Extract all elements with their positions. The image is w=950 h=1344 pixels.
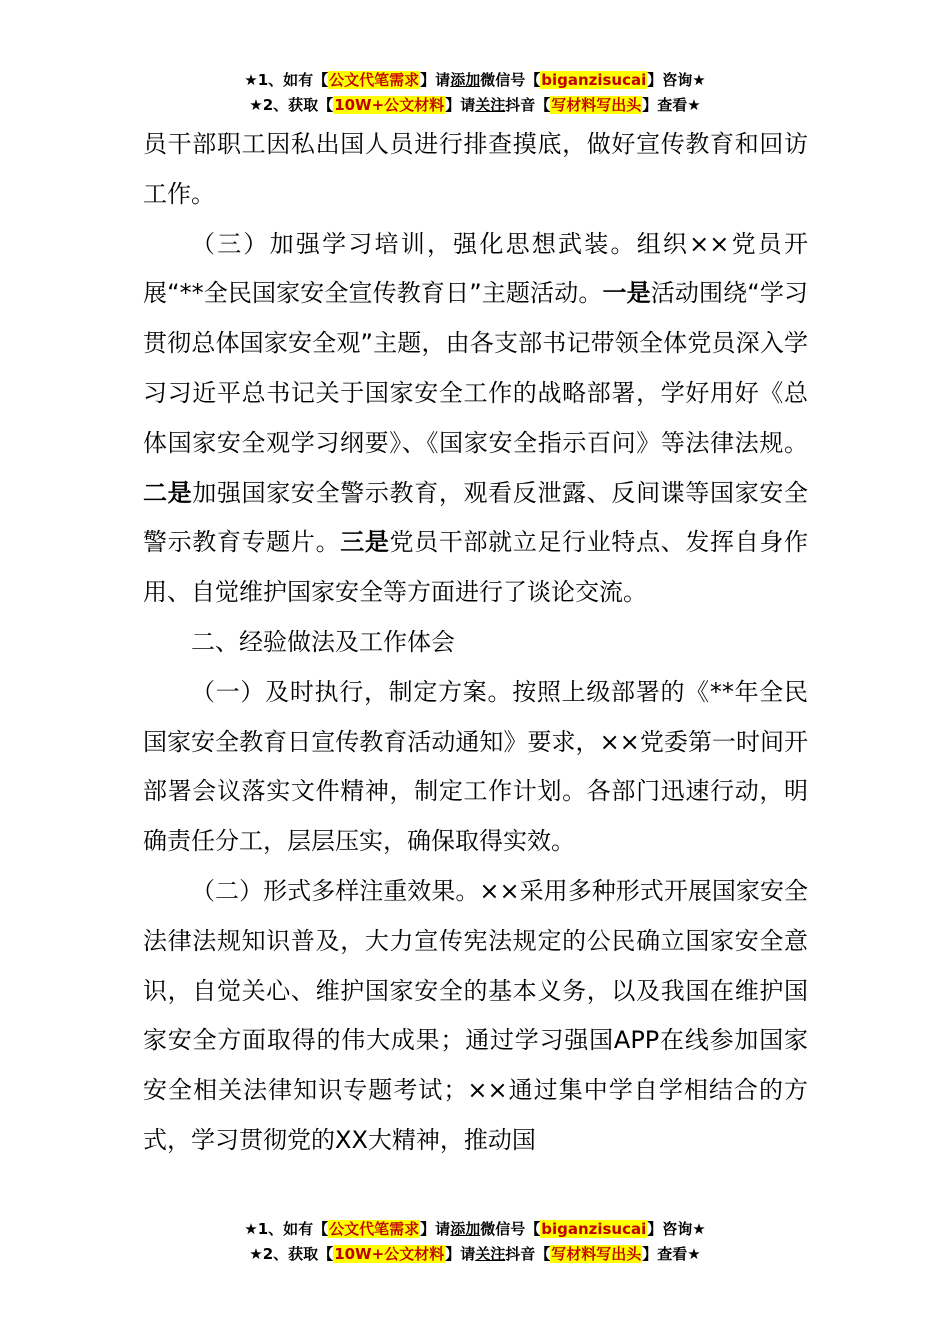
highlight-service: 公文代笔需求 [329, 1220, 420, 1238]
highlight-douyin-account: 写材料写出头 [551, 1245, 642, 1263]
banner-line-2: ★2、获取【10W+公文材料】请关注抖音【写材料写出头】查看★ [249, 96, 701, 114]
paragraph-study-training: （三）加强学习培训，强化思想武装。组织××党员开展“**全民国家安全宣传教育日”主题活动。一是活动围绕“学习贯彻总体国家安全观”主题，由各支部书记带领全体党员深入学习习近平总书记关于国家安全工作的战略部署，学好用好《总体国家安全观学习纲要》、《国家安全指示百问》等法律法规。二是加强国家安全警示教育，观看反泄露、反间谍等国家安全警示教育专题片。三是党员干部就立足行业特点、发挥自身作用、自觉维护国家安全等方面进行了谈论交流。 [143, 229, 809, 607]
bold-marker-second: 二是 [143, 478, 193, 507]
highlight-service: 公文代笔需求 [329, 71, 420, 89]
highlight-materials: 10W+公文材料 [334, 1245, 445, 1263]
bold-marker-first: 一是 [602, 279, 651, 308]
bold-marker-third: 三是 [340, 528, 390, 557]
banner-line-1: ★1、如有【公文代笔需求】请添加微信号【biganzisucai】咨询★ [244, 1220, 706, 1238]
footer-banner [0, 1217, 950, 1267]
paragraph-timely-execution: （一）及时执行，制定方案。按照上级部署的《**年全民国家安全教育日宣传教育活动通知》要求，××党委第一时间开部署会议落实文件精神，制定工作计划。各部门迅速行动，明确责任分工，层层压实，确保取得实效。 [143, 677, 808, 856]
document-body [143, 120, 808, 1166]
banner-line-2: ★2、获取【10W+公文材料】请关注抖音【写材料写出头】查看★ [249, 1245, 701, 1263]
highlight-wechat-id: biganzisucai [541, 71, 647, 89]
banner-line-1: ★1、如有【公文代笔需求】请添加微信号【biganzisucai】咨询★ [244, 71, 706, 89]
highlight-wechat-id: biganzisucai [541, 1220, 647, 1238]
section-heading-2: 二、经验做法及工作体会 [191, 627, 455, 656]
header-banner [0, 68, 950, 118]
highlight-materials: 10W+公文材料 [334, 96, 445, 114]
paragraph-diverse-forms: （二）形式多样注重效果。××采用多种形式开展国家安全法律法规知识普及，大力宣传宪法规定的公民确立国家安全意识，自觉关心、维护国家安全的基本义务，以及我国在维护国家安全方面取得的伟大成果；通过学习强国APP在线参加国家安全相关法律知识专题考试；××通过集中学自学相结合的方式，学习贯彻党的XX大精神，推动国 [143, 876, 808, 1154]
paragraph-continuation: 员干部职工因私出国人员进行排查摸底，做好宣传教育和回访工作。 [143, 130, 808, 208]
highlight-douyin-account: 写材料写出头 [551, 96, 642, 114]
